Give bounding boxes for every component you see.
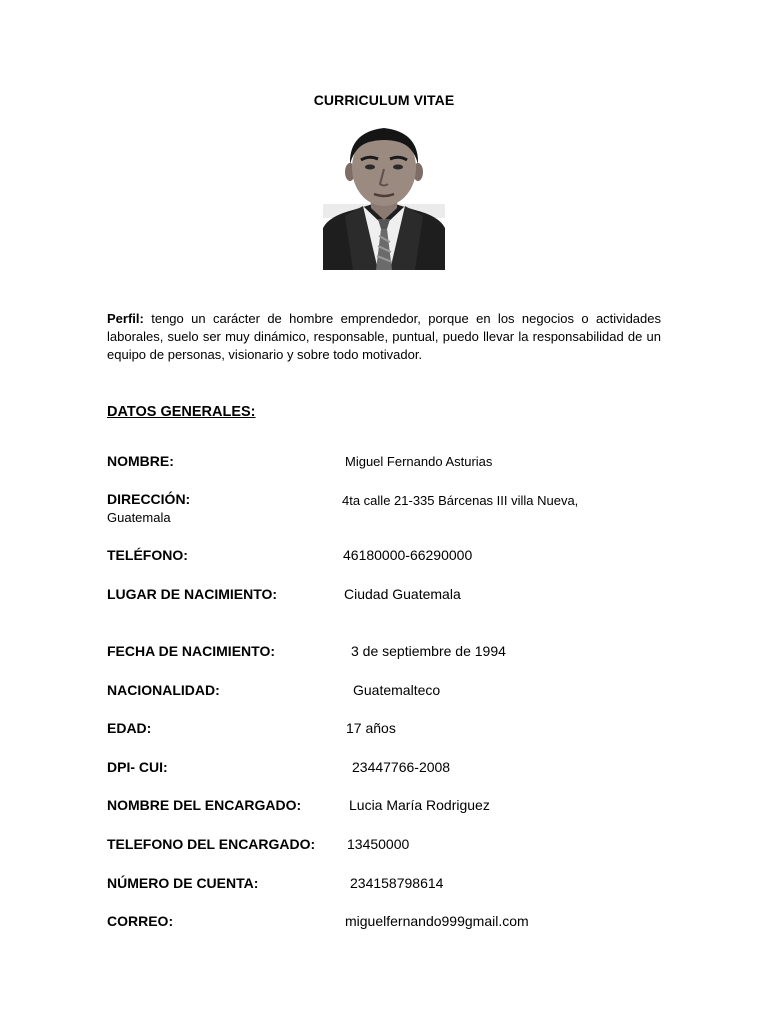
field-value-telefono: 46180000-66290000 [343,547,473,563]
field-label-lugar-nacimiento: LUGAR DE NACIMIENTO: [107,586,278,602]
field-value-nombre: Miguel Fernando Asturias [345,454,493,469]
field-value-nacionalidad: Guatemalteco [353,682,441,698]
field-value-telefono-encargado: 13450000 [347,836,410,852]
field-label-dpi-cui: DPI- CUI: [107,759,168,775]
field-value-fecha-nacimiento: 3 de septiembre de 1994 [351,643,506,659]
document-title: CURRICULUM VITAE [313,92,455,108]
field-label-fecha-nacimiento: FECHA DE NACIMIENTO: [107,643,275,659]
field-value-direccion: 4ta calle 21-335 Bárcenas III villa Nueva, [342,493,579,508]
field-value-nombre-encargado: Lucia María Rodriguez [349,797,490,813]
field-label-edad: EDAD: [107,720,152,736]
field-label-telefono-encargado: TELEFONO DEL ENCARGADO: [107,836,316,852]
section-heading-general: DATOS GENERALES: [107,404,256,420]
field-value-edad: 17 años [346,720,396,736]
field-label-numero-cuenta: NÚMERO DE CUENTA: [107,875,259,891]
field-label-nombre-encargado: NOMBRE DEL ENCARGADO: [107,797,302,813]
profile-paragraph [107,310,661,364]
field-value-direccion-continued: Guatemala [107,510,171,525]
field-label-nombre: NOMBRE: [107,453,174,469]
field-label-telefono: TELÉFONO: [107,547,188,563]
profile-photo [323,124,445,270]
field-value-dpi-cui: 23447766-2008 [352,759,451,775]
field-label-direccion: DIRECCIÓN: [107,491,191,507]
field-value-lugar-nacimiento: Ciudad Guatemala [344,586,461,602]
field-label-correo: CORREO: [107,913,174,929]
field-label-nacionalidad: NACIONALIDAD: [107,682,220,698]
profile-text: tengo un carácter de hombre emprendedor, porque en los negocios o actividades laborales, suelo ser muy dinámico, responsable, puntual, puedo llevar la responsabilidad de un equipo de personas, visionario y sobre todo motivador. [107,311,661,362]
field-value-correo: miguelfernando999gmail.com [345,913,529,929]
profile-label: Perfil: [107,311,144,326]
field-value-numero-cuenta: 234158798614 [350,875,444,891]
